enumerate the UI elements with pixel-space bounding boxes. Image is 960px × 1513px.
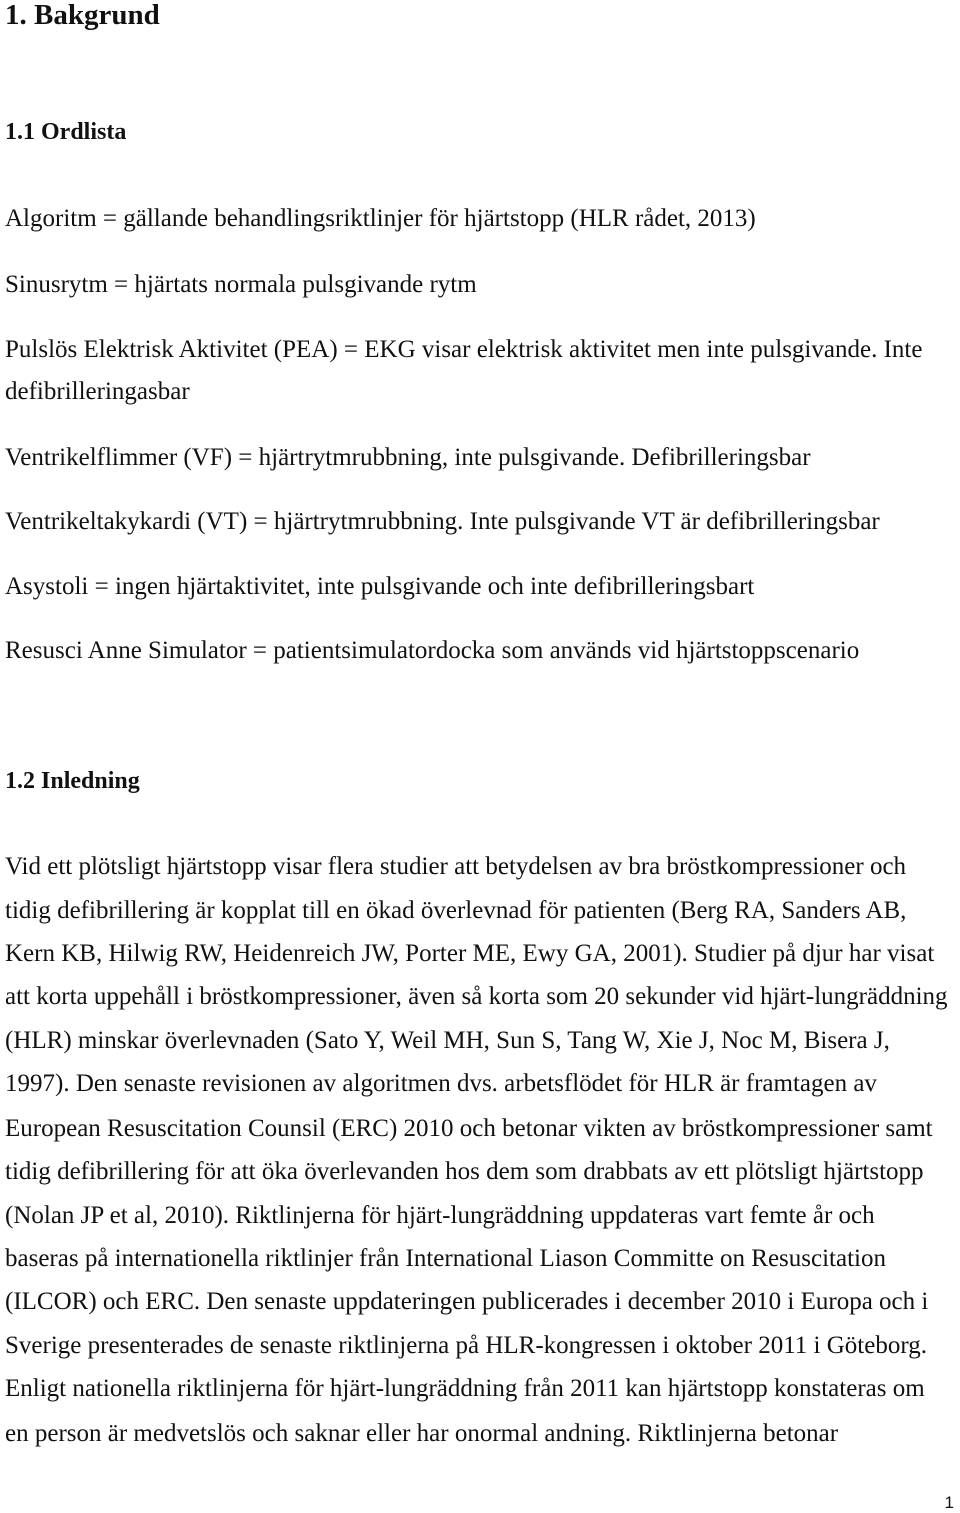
subsection-heading-inledning: 1.2 Inledning <box>5 768 140 794</box>
intro-paragraph-line: 1997). Den senaste revisionen av algoritmen dvs. arbetsflödet för HLR är framtagen av <box>5 1070 877 1097</box>
glossary-entry-pea: Pulslös Elektrisk Aktivitet (PEA) = EKG visar elektrisk aktivitet men inte pulsgivande. Inte <box>5 336 923 363</box>
intro-paragraph-line: att korta uppehåll i bröstkompressioner, även så korta som 20 sekunder vid hjärt-lungräddning <box>5 983 948 1010</box>
glossary-entry-pea-continued: defibrilleringasbar <box>5 378 190 405</box>
intro-paragraph-line: tidig defibrillering för att öka överlevanden hos dem som drabbats av ett plötsligt hjärtstopp <box>5 1158 924 1185</box>
glossary-entry-sinusrytm: Sinusrytm = hjärtats normala pulsgivande rytm <box>5 271 477 298</box>
intro-paragraph-line: Kern KB, Hilwig RW, Heidenreich JW, Porter ME, Ewy GA, 2001). Studier på djur har visat <box>5 940 935 967</box>
subsection-heading-ordlista: 1.1 Ordlista <box>5 119 127 145</box>
intro-paragraph-line: (HLR) minskar överlevnaden (Sato Y, Weil MH, Sun S, Tang W, Xie J, Noc M, Bisera J, <box>5 1027 890 1054</box>
intro-paragraph-line: (ILCOR) och ERC. Den senaste uppdateringen publicerades i december 2010 i Europa och i <box>5 1288 929 1315</box>
page-number: 1 <box>944 1493 954 1512</box>
intro-paragraph-line: (Nolan JP et al, 2010). Riktlinjerna för hjärt-lungräddning uppdateras vart femte år och <box>5 1202 875 1229</box>
intro-paragraph-line: baseras på internationella riktlinjer från International Liason Committe on Resuscitation <box>5 1245 886 1272</box>
glossary-entry-vt: Ventrikeltakykardi (VT) = hjärtrytmrubbning. Inte pulsgivande VT är defibrilleringsbar <box>5 508 880 535</box>
section-heading-bakgrund: 1. Bakgrund <box>5 0 160 31</box>
glossary-entry-asystoli: Asystoli = ingen hjärtaktivitet, inte pulsgivande och inte defibrilleringsbart <box>5 573 755 600</box>
intro-paragraph-line: European Resuscitation Counsil (ERC) 2010 och betonar vikten av bröstkompressioner samt <box>5 1115 933 1142</box>
glossary-entry-resusci-anne: Resusci Anne Simulator = patientsimulatordocka som används vid hjärtstoppscenario <box>5 637 860 664</box>
intro-paragraph-line: Enligt nationella riktlinjerna för hjärt-lungräddning från 2011 kan hjärtstopp konstateras om <box>5 1375 925 1402</box>
glossary-entry-vf: Ventrikelflimmer (VF) = hjärtrytmrubbning, inte pulsgivande. Defibrilleringsbar <box>5 444 811 471</box>
intro-paragraph-line: en person är medvetslös och saknar eller har onormal andning. Riktlinjerna betonar <box>5 1420 839 1447</box>
intro-paragraph-line: Sverige presenterades de senaste riktlinjerna på HLR-kongressen i oktober 2011 i Göteborg. <box>5 1332 927 1359</box>
intro-paragraph-line: Vid ett plötsligt hjärtstopp visar flera studier att betydelsen av bra bröstkompressioner och <box>5 853 907 880</box>
glossary-entry-algoritm: Algoritm = gällande behandlingsriktlinjer för hjärtstopp (HLR rådet, 2013) <box>5 205 756 232</box>
intro-paragraph-line: tidig defibrillering är kopplat till en ökad överlevnad för patienten (Berg RA, Sanders AB, <box>5 897 907 924</box>
